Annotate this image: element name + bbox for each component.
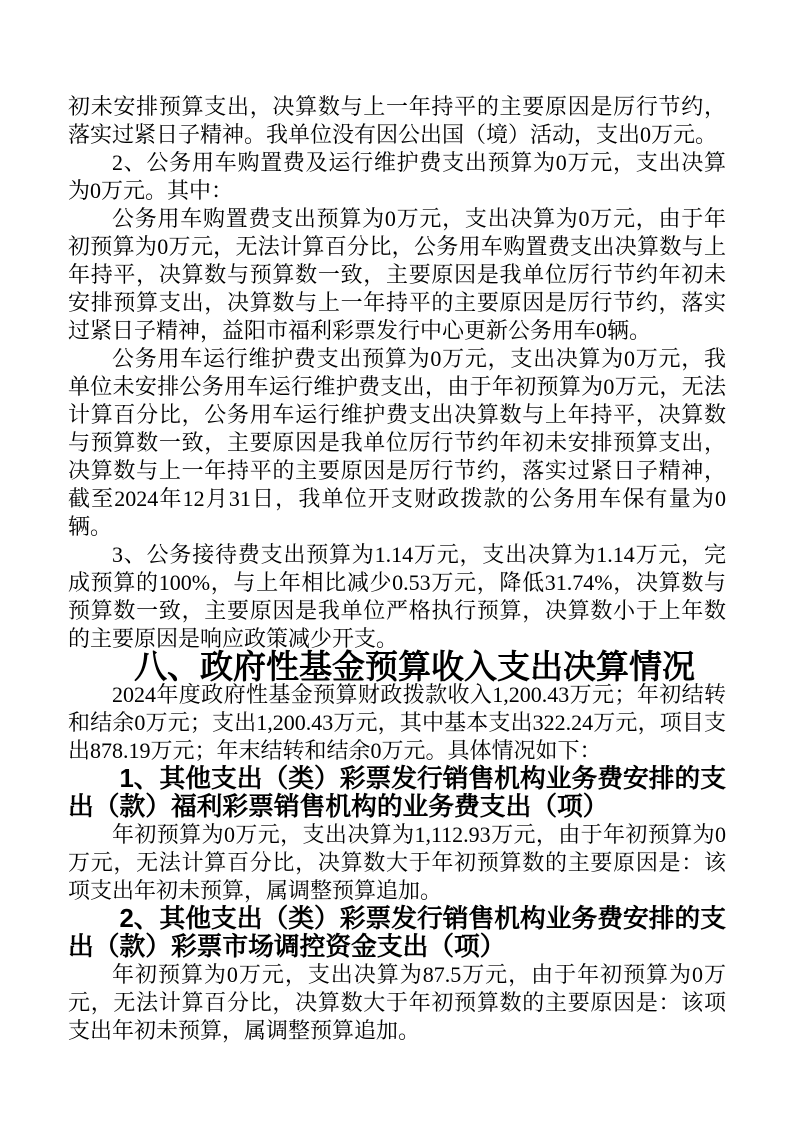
body-paragraph: 2、公务用车购置费及运行维护费支出预算为0万元，支出决算为0万元。其中： [68, 150, 726, 203]
body-paragraph: 公务用车购置费支出预算为0万元，支出决算为0万元，由于年初预算为0万元，无法计算百分比，公务用车购置费支出决算数与上年持平，决算数与预算数一致，主要原因是我单位厉行节约年初未安排预算支出，决算数与上一年持平的主要原因是厉行节约，落实过紧日子精神，益阳市福利彩票发行中心更新公务用车0辆。 [68, 206, 726, 343]
body-paragraph: 2024年度政府性基金预算财政拨款收入1,200.43万元；年初结转和结余0万元；支出1,200.43万元，其中基本支出322.24万元，项目支出878.19万元；年末结转和结余0万元。具体情况如下： [68, 682, 726, 763]
body-paragraph: 公务用车运行维护费支出预算为0万元，支出决算为0万元，我单位未安排公务用车运行维护费支出，由于年初预算为0万元，无法计算百分比，公务用车运行维护费支出决算数与上年持平，决算数与预算数一致，主要原因是我单位厉行节约年初未安排预算支出，决算数与上一年持平的主要原因是厉行节约，落实过紧日子精神，截至2024年12月31日，我单位开支财政拨款的公务用车保有量为0辆。 [68, 346, 726, 539]
body-paragraph: 3、公务接待费支出预算为1.14万元，支出决算为1.14万元，完成预算的100%，与上年相比减少0.53万元，降低31.74%，决算数与预算数一致，主要原因是我单位严格执行预算，决算数小于上年数的主要原因是响应政策减少开支。 [68, 542, 726, 651]
body-paragraph: 年初预算为0万元，支出决算为87.5万元，由于年初预算为0万元，无法计算百分比，决算数大于年初预算数的主要原因是：该项支出年初未预算，属调整预算追加。 [68, 962, 726, 1043]
subsection-heading: 1、其他支出（类）彩票发行销售机构业务费安排的支出（款）福利彩票销售机构的业务费支出（项） [68, 765, 726, 821]
section-heading: 八、政府性基金预算收入支出决算情况 [134, 648, 695, 685]
body-paragraph: 初未安排预算支出，决算数与上一年持平的主要原因是厉行节约，落实过紧日子精神。我单位没有因公出国（境）活动，支出0万元。 [68, 94, 726, 147]
page-text-block [68, 93, 726, 1045]
body-paragraph: 年初预算为0万元，支出决算为1,112.93万元，由于年初预算为0万元，无法计算百分比，决算数大于年初预算数的主要原因是：该项支出年初未预算，属调整预算追加。 [68, 822, 726, 903]
subsection-heading: 2、其他支出（类）彩票发行销售机构业务费安排的支出（款）彩票市场调控资金支出（项） [68, 905, 726, 961]
